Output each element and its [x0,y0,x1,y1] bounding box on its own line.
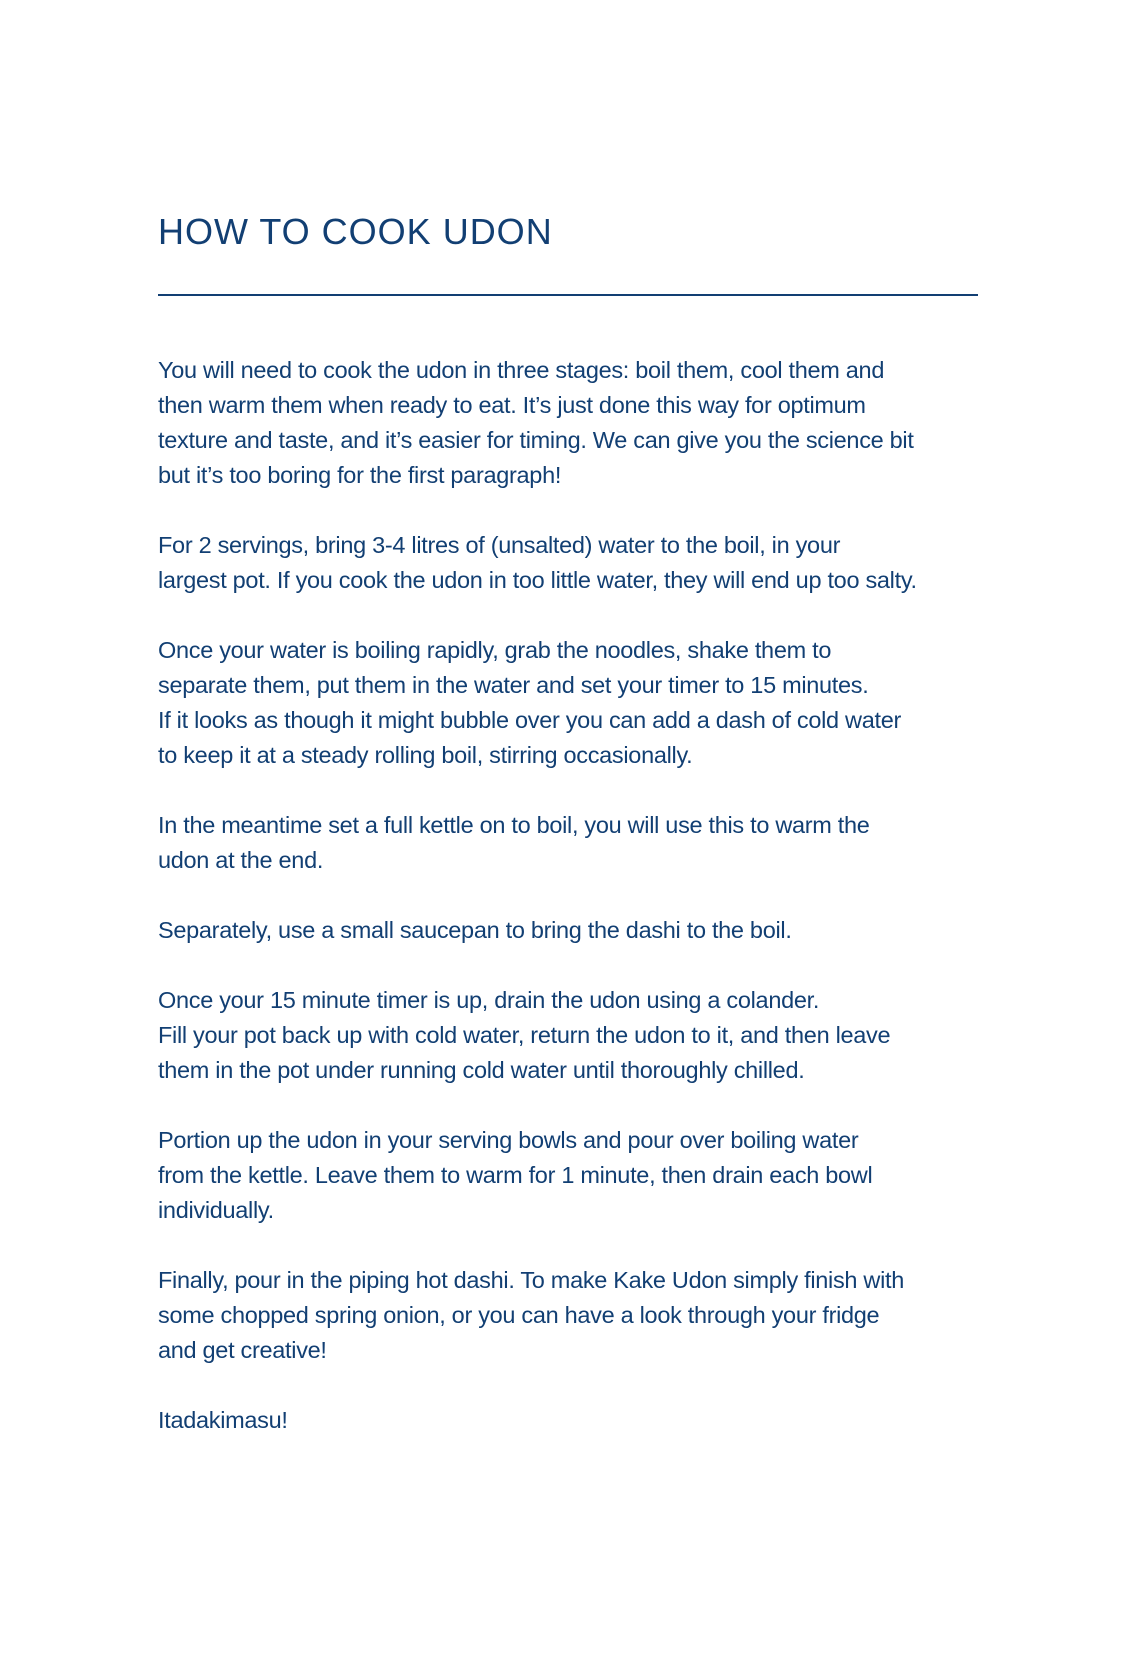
paragraph-3 [158,633,998,773]
paragraph-5 [158,913,998,948]
paragraph-line: If it looks as though it might bubble over you can add a dash of cold water [158,707,902,733]
paragraph-line: largest pot. If you cook the udon in too little water, they will end up too salty. [158,567,917,593]
paragraph-8 [158,1263,998,1368]
paragraph-6 [158,983,998,1088]
paragraph-line: Finally, pour in the piping hot dashi. To make Kake Udon simply finish with [158,1267,905,1293]
paragraph-line: Separately, use a small saucepan to bring the dashi to the boil. [158,917,792,943]
paragraph-line: Once your 15 minute timer is up, drain the udon using a colander. [158,987,820,1013]
paragraph-line: For 2 servings, bring 3-4 litres of (unsalted) water to the boil, in your [158,532,841,558]
paragraph-line: Once your water is boiling rapidly, grab the noodles, shake them to [158,637,832,663]
paragraph-line: to keep it at a steady rolling boil, stirring occasionally. [158,742,693,768]
paragraph-line: texture and taste, and it’s easier for timing. We can give you the science bit [158,427,914,453]
paragraph-line: Itadakimasu! [158,1407,288,1433]
paragraph-1 [158,353,998,493]
paragraph-line: Portion up the udon in your serving bowls and pour over boiling water [158,1127,859,1153]
paragraph-line: In the meantime set a full kettle on to boil, you will use this to warm the [158,812,870,838]
paragraph-9 [158,1403,998,1438]
paragraph-line: udon at the end. [158,847,324,873]
paragraph-line: and get creative! [158,1337,327,1363]
paragraph-4 [158,808,998,878]
paragraph-line: You will need to cook the udon in three stages: boil them, cool them and [158,357,885,383]
paragraph-line: individually. [158,1197,274,1223]
paragraph-line: from the kettle. Leave them to warm for 1 minute, then drain each bowl [158,1162,873,1188]
page-title: HOW TO COOK UDON [158,211,553,252]
document-body [158,353,998,1473]
paragraph-line: them in the pot under running cold water until thoroughly chilled. [158,1057,805,1083]
paragraph-line: Fill your pot back up with cold water, return the udon to it, and then leave [158,1022,891,1048]
paragraph-line: but it’s too boring for the first paragraph! [158,462,562,488]
paragraph-line: some chopped spring onion, or you can have a look through your fridge [158,1302,880,1328]
paragraph-line: separate them, put them in the water and set your timer to 15 minutes. [158,672,869,698]
paragraph-2 [158,528,998,598]
paragraph-line: then warm them when ready to eat. It’s just done this way for optimum [158,392,866,418]
paragraph-7 [158,1123,998,1228]
title-divider [158,294,978,296]
